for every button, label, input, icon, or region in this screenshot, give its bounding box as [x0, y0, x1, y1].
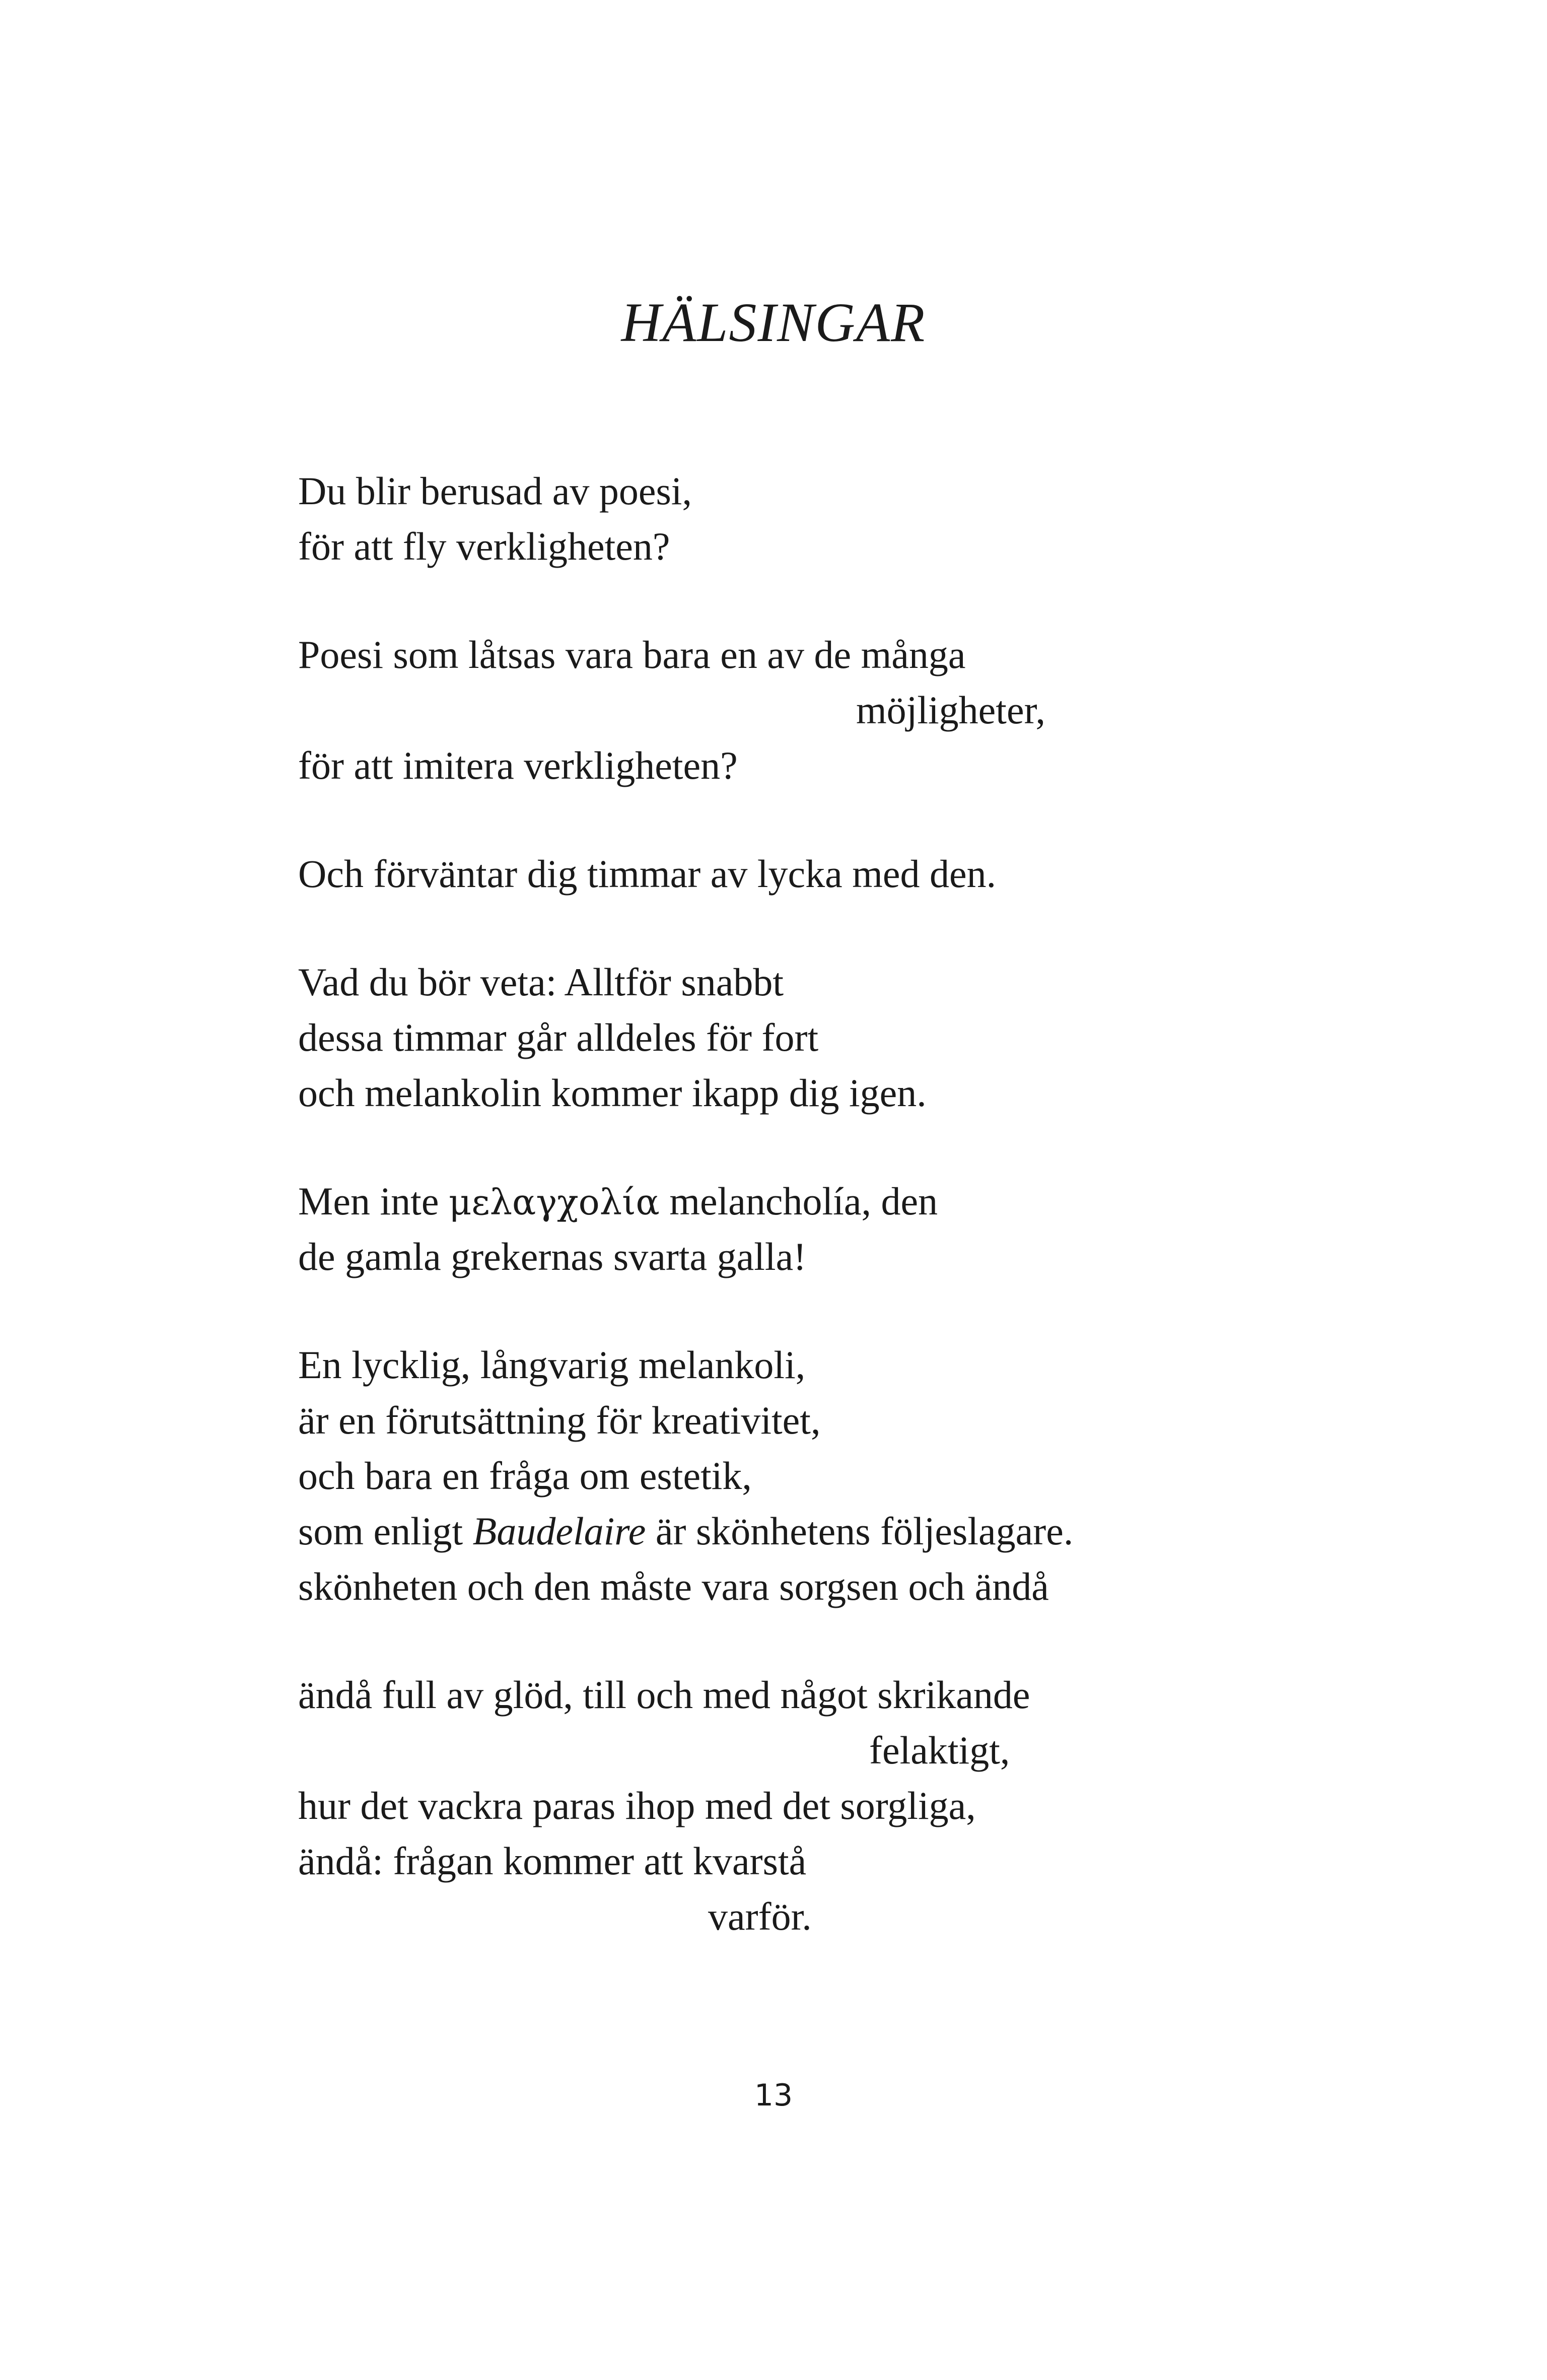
- poem-line-indented: varför.: [708, 1894, 812, 1938]
- stanza-7: [298, 1667, 1305, 1944]
- stanza-4: [298, 955, 1305, 1121]
- poem-line-indented: felaktigt,: [869, 1728, 1010, 1772]
- stanza-5: [298, 1174, 1305, 1284]
- poem-line: dessa timmar går alldeles för fort: [298, 1015, 819, 1059]
- stanza-2: [298, 627, 1305, 793]
- line-text: är skönhetens följeslagare.: [646, 1509, 1074, 1553]
- greek-word: μελαγχολία: [448, 1182, 660, 1223]
- poem-line: ändå full av glöd, till och med något skrikande: [298, 1673, 1030, 1717]
- poem-line: är en förutsättning för kreativitet,: [298, 1398, 821, 1442]
- poem-line: för att fly verkligheten?: [298, 524, 670, 568]
- line-text: melancholía, den: [659, 1179, 938, 1223]
- poem-line-greek: [298, 1174, 1305, 1229]
- page-number: 13: [754, 2078, 793, 2113]
- stanza-1: [298, 463, 1305, 574]
- italic-name: Baudelaire: [472, 1509, 646, 1553]
- poem-line: Vad du bör veta: Alltför snabbt: [298, 960, 784, 1004]
- poem-line: ändå: frågan kommer att kvarstå: [298, 1839, 807, 1883]
- line-text: som enligt: [298, 1509, 473, 1553]
- stanza-6: [298, 1337, 1305, 1614]
- poem-line-baudelaire: [298, 1504, 1305, 1559]
- stanza-3: [298, 846, 1305, 902]
- line-text: Men inte: [298, 1179, 449, 1223]
- poem-body: [298, 463, 1305, 1944]
- poem-line: hur det vackra paras ihop med det sorgliga,: [298, 1784, 976, 1827]
- poem-line: och bara en fråga om estetik,: [298, 1454, 752, 1498]
- poem-line: för att imitera verkligheten?: [298, 743, 738, 787]
- poem-line: Du blir berusad av poesi,: [298, 469, 692, 513]
- poem-line: och melankolin kommer ikapp dig igen.: [298, 1071, 927, 1115]
- poem-line: skönheten och den måste vara sorgsen och ändå: [298, 1565, 1049, 1608]
- poem-line: de gamla grekernas svarta galla!: [298, 1235, 807, 1278]
- poem-line-indented: möjligheter,: [856, 688, 1045, 732]
- poem-line: Poesi som låtsas vara bara en av de många: [298, 633, 966, 676]
- poem-line: En lycklig, långvarig melankoli,: [298, 1343, 806, 1387]
- poem-line: Och förväntar dig timmar av lycka med den.: [298, 852, 997, 896]
- poem-title: HÄLSINGAR: [621, 292, 926, 353]
